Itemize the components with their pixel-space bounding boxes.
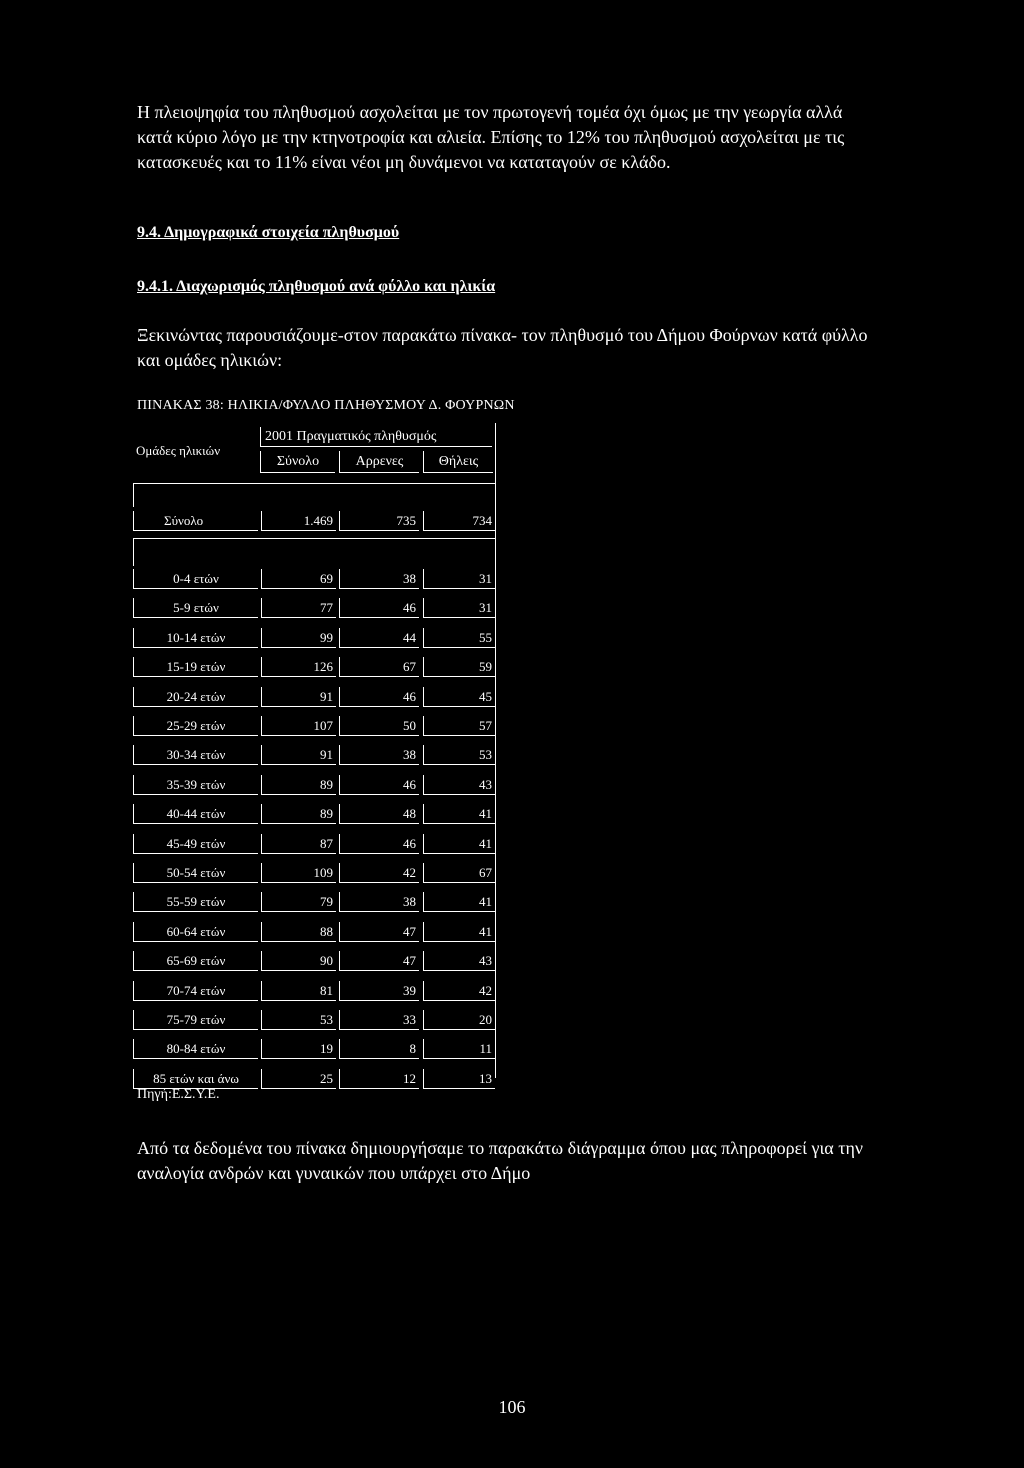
cell-male: 38 <box>339 745 419 765</box>
table-row <box>133 598 495 618</box>
cell-male: 39 <box>339 981 419 1001</box>
row-label: 40-44 ετών <box>133 804 258 824</box>
cell-male: 8 <box>339 1039 419 1059</box>
year-header: 2001 Πραγματικός πληθυσμός <box>260 427 492 447</box>
page-number: 106 <box>498 1397 526 1417</box>
intro-paragraph: Η πλειοψηφία του πληθυσμού ασχολείται με τον πρωτογενή τομέα όχι όμως με την γεωργία αλλά κατά κύριο λόγο με την κτηνοτροφία και αλιεία. Επίσης το 12% του πληθυσμού ασχολείται με τις κατασκευές και το 11% είναι νέοι μη δυνάμενοι να καταταγούν σε κλάδο. <box>137 102 845 172</box>
column-header-female: Θήλεις <box>423 451 493 473</box>
row-label: 85 ετών και άνω <box>133 1069 258 1089</box>
row-label: 75-79 ετών <box>133 1010 258 1030</box>
table-intro-paragraph: Ξεκινώντας παρουσιάζουμε-στον παρακάτω πίνακα- τον πληθυσμό του Δήμου Φούρνων κατά φύλλο και ομάδες ηλικιών: <box>137 325 868 370</box>
row-label: 0-4 ετών <box>133 569 258 589</box>
row-label: 60-64 ετών <box>133 922 258 942</box>
cell-male: 735 <box>339 511 419 531</box>
table-row <box>133 981 495 1001</box>
column-header-total: Σύνολο <box>260 451 335 473</box>
cell-total: 69 <box>261 569 336 589</box>
cell-total: 89 <box>261 775 336 795</box>
cell-male: 12 <box>339 1069 419 1089</box>
cell-total: 25 <box>261 1069 336 1089</box>
table-row <box>133 745 495 765</box>
table-source: Πηγή:Ε.Σ.Υ.Ε. <box>137 1087 220 1102</box>
cell-total: 107 <box>261 716 336 736</box>
cell-female: 11 <box>423 1039 495 1059</box>
row-label: 25-29 ετών <box>133 716 258 736</box>
row-label: 30-34 ετών <box>133 745 258 765</box>
cell-female: 43 <box>423 951 495 971</box>
cell-male: 46 <box>339 775 419 795</box>
cell-female: 45 <box>423 687 495 707</box>
row-label: 65-69 ετών <box>133 951 258 971</box>
table-row <box>133 1069 495 1089</box>
cell-total: 90 <box>261 951 336 971</box>
cell-male: 50 <box>339 716 419 736</box>
table-row <box>133 892 495 912</box>
column-header-male: Αρρενες <box>339 451 419 473</box>
cell-female: 31 <box>423 598 495 618</box>
cell-male: 67 <box>339 657 419 677</box>
cell-female: 55 <box>423 628 495 648</box>
table-row <box>133 657 495 677</box>
cell-total: 89 <box>261 804 336 824</box>
cell-total: 81 <box>261 981 336 1001</box>
cell-male: 46 <box>339 834 419 854</box>
row-label: 50-54 ετών <box>133 863 258 883</box>
table-row <box>133 951 495 971</box>
table-caption: ΠΙΝΑΚΑΣ 38: ΗΛΙΚΙΑ/ΦΥΛΛΟ ΠΛΗΘΥΣΜΟΥ Δ. ΦΟΥΡΝΩΝ <box>137 398 515 413</box>
cell-female: 734 <box>423 511 495 531</box>
table-row <box>133 716 495 736</box>
cell-total: 99 <box>261 628 336 648</box>
table-spacer <box>133 483 495 507</box>
cell-male: 42 <box>339 863 419 883</box>
cell-total: 126 <box>261 657 336 677</box>
table-row-total <box>133 511 495 531</box>
cell-female: 41 <box>423 804 495 824</box>
cell-female: 20 <box>423 1010 495 1030</box>
cell-male: 33 <box>339 1010 419 1030</box>
row-label: 5-9 ετών <box>133 598 258 618</box>
table-row <box>133 569 495 589</box>
cell-total: 77 <box>261 598 336 618</box>
cell-female: 41 <box>423 892 495 912</box>
table-row <box>133 804 495 824</box>
cell-male: 47 <box>339 922 419 942</box>
row-label: 55-59 ετών <box>133 892 258 912</box>
population-table <box>133 423 496 1086</box>
table-row <box>133 1010 495 1030</box>
cell-female: 42 <box>423 981 495 1001</box>
cell-male: 48 <box>339 804 419 824</box>
table-row <box>133 628 495 648</box>
row-label: 15-19 ετών <box>133 657 258 677</box>
cell-total: 88 <box>261 922 336 942</box>
row-label: 45-49 ετών <box>133 834 258 854</box>
cell-total: 87 <box>261 834 336 854</box>
subsection-heading-9-4-1: 9.4.1. Διαχωρισμός πληθυσμού ανά φύλλο και ηλικία <box>137 278 496 295</box>
cell-male: 38 <box>339 892 419 912</box>
row-label: 35-39 ετών <box>133 775 258 795</box>
cell-total: 19 <box>261 1039 336 1059</box>
table-row <box>133 863 495 883</box>
table-row <box>133 775 495 795</box>
row-label: 70-74 ετών <box>133 981 258 1001</box>
table-row <box>133 1039 495 1059</box>
cell-total: 53 <box>261 1010 336 1030</box>
cell-female: 13 <box>423 1069 495 1089</box>
cell-male: 46 <box>339 687 419 707</box>
table-row <box>133 922 495 942</box>
cell-female: 59 <box>423 657 495 677</box>
cell-male: 38 <box>339 569 419 589</box>
cell-female: 41 <box>423 834 495 854</box>
cell-female: 53 <box>423 745 495 765</box>
age-group-header: Ομάδες ηλικιών <box>136 443 221 458</box>
cell-total: 109 <box>261 863 336 883</box>
outro-paragraph: Από τα δεδομένα του πίνακα δημιουργήσαμε το παρακάτω διάγραμμα όπου μας πληροφορεί για την αναλογία ανδρών και γυναικών που υπάρχει στο Δήμο <box>137 1138 864 1183</box>
section-heading-9-4: 9.4. Δημογραφικά στοιχεία πληθυσμού <box>137 224 400 241</box>
row-label: 80-84 ετών <box>133 1039 258 1059</box>
cell-total: 1.469 <box>261 511 336 531</box>
cell-male: 47 <box>339 951 419 971</box>
cell-female: 67 <box>423 863 495 883</box>
cell-male: 46 <box>339 598 419 618</box>
table-row <box>133 834 495 854</box>
cell-male: 44 <box>339 628 419 648</box>
cell-total: 79 <box>261 892 336 912</box>
cell-total: 91 <box>261 687 336 707</box>
table-row <box>133 687 495 707</box>
cell-female: 31 <box>423 569 495 589</box>
cell-female: 43 <box>423 775 495 795</box>
row-label: 10-14 ετών <box>133 628 258 648</box>
cell-total: 91 <box>261 745 336 765</box>
row-label: Σύνολο <box>133 511 258 531</box>
cell-female: 57 <box>423 716 495 736</box>
table-spacer <box>133 538 495 566</box>
cell-female: 41 <box>423 922 495 942</box>
row-label: 20-24 ετών <box>133 687 258 707</box>
